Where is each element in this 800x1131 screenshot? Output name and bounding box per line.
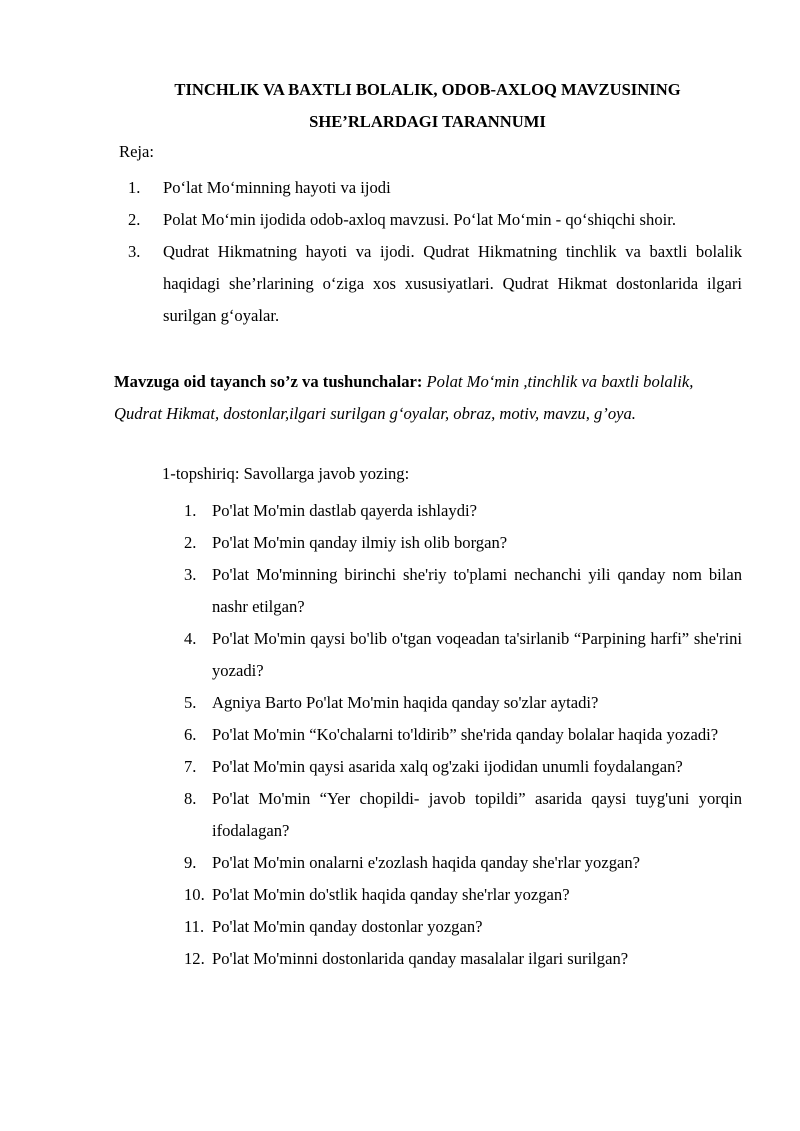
question-item <box>184 527 742 559</box>
question-text: Po'lat Mo'minning birinchi she'riy to'plami nechanchi yili qanday nom bilan nashr etilgan? <box>212 565 742 616</box>
plan-item-text: Qudrat Hikmatning hayoti va ijodi. Qudrat Hikmatning tinchlik va baxtli bolalik haqidagi she’rlarining o‘ziga xos xususiyatlari. Qudrat Hikmat dostonlarida ilgari surilgan g‘oyalar. <box>163 242 742 325</box>
plan-item <box>128 204 742 236</box>
question-text: Po'lat Mo'min dastlab qayerda ishlaydi? <box>212 501 477 520</box>
question-text: Po'lat Mo'min “Yer chopildi- javob topildi” asarida qaysi tuyg'uni yorqin ifodalagan? <box>212 789 742 840</box>
plan-list <box>128 172 742 332</box>
question-item <box>184 943 742 975</box>
question-text: Po'lat Mo'min do'stlik haqida qanday she'rlar yozgan? <box>212 885 570 904</box>
question-number: 7. <box>184 757 197 776</box>
title-line-2: SHE’RLARDAGI TARANNUMI <box>309 112 546 131</box>
plan-item-number: 3. <box>128 242 141 261</box>
question-text: Po'lat Mo'min qanday dostonlar yozgan? <box>212 917 483 936</box>
question-item <box>184 687 742 719</box>
question-text: Po'lat Mo'min onalarni e'zozlash haqida qanday she'rlar yozgan? <box>212 853 641 872</box>
question-item <box>184 495 742 527</box>
question-item <box>184 623 742 687</box>
question-item <box>184 751 742 783</box>
task-heading: 1-topshiriq: Savollarga javob yozing: <box>162 464 410 483</box>
plan-item <box>128 236 742 332</box>
question-number: 5. <box>184 693 197 712</box>
keywords-label: Mavzuga oid tayanch so’z va tushunchalar: <box>114 372 423 391</box>
question-item <box>184 559 742 623</box>
question-item <box>184 847 742 879</box>
question-number: 6. <box>184 725 197 744</box>
plan-heading: Reja: <box>119 142 155 161</box>
plan-item-number: 1. <box>128 178 141 197</box>
question-number: 2. <box>184 533 197 552</box>
question-number: 12. <box>184 949 205 968</box>
question-text: Agniya Barto Po'lat Mo'min haqida qanday so'zlar aytadi? <box>212 693 599 712</box>
question-text: Po'lat Mo'min qaysi bo'lib o'tgan voqeadan ta'sirlanib “Parpining harfi” she'rini yozadi? <box>212 629 742 680</box>
question-number: 3. <box>184 565 197 584</box>
question-text: Po'lat Mo'min qanday ilmiy ish olib borgan? <box>212 533 508 552</box>
question-text: Po'lat Mo'min qaysi asarida xalq og'zaki ijodidan unumli foydalangan? <box>212 757 683 776</box>
question-item <box>184 719 742 751</box>
document-title <box>110 74 745 138</box>
question-number: 1. <box>184 501 197 520</box>
plan-item-text: Polat Mo‘min ijodida odob-axloq mavzusi. Po‘lat Mo‘min - qo‘shiqchi shoir. <box>163 210 676 229</box>
question-number: 11. <box>184 917 205 936</box>
question-text: Po'lat Mo'minni dostonlarida qanday masalalar ilgari surilgan? <box>212 949 629 968</box>
question-number: 8. <box>184 789 197 808</box>
plan-item <box>128 172 742 204</box>
plan-item-number: 2. <box>128 210 141 229</box>
title-line-1: TINCHLIK VA BAXTLI BOLALIK, ODOB-AXLOQ MAVZUSINING <box>174 80 681 99</box>
keywords-paragraph <box>114 366 734 430</box>
plan-item-text: Po‘lat Mo‘minning hayoti va ijodi <box>163 178 391 197</box>
question-item <box>184 911 742 943</box>
questions-list <box>184 495 742 975</box>
question-number: 10. <box>184 885 205 904</box>
question-number: 9. <box>184 853 197 872</box>
question-text: Po'lat Mo'min “Ko'chalarni to'ldirib” she'rida qanday bolalar haqida yozadi? <box>212 725 719 744</box>
question-item <box>184 879 742 911</box>
question-item <box>184 783 742 847</box>
question-number: 4. <box>184 629 197 648</box>
keywords-text: Polat Mo‘min ,tinchlik va baxtli bolalik, Qudrat Hikmat, dostonlar,ilgari surilgan g‘oyalar, obraz, motiv, mavzu, g’oya. <box>114 372 694 423</box>
